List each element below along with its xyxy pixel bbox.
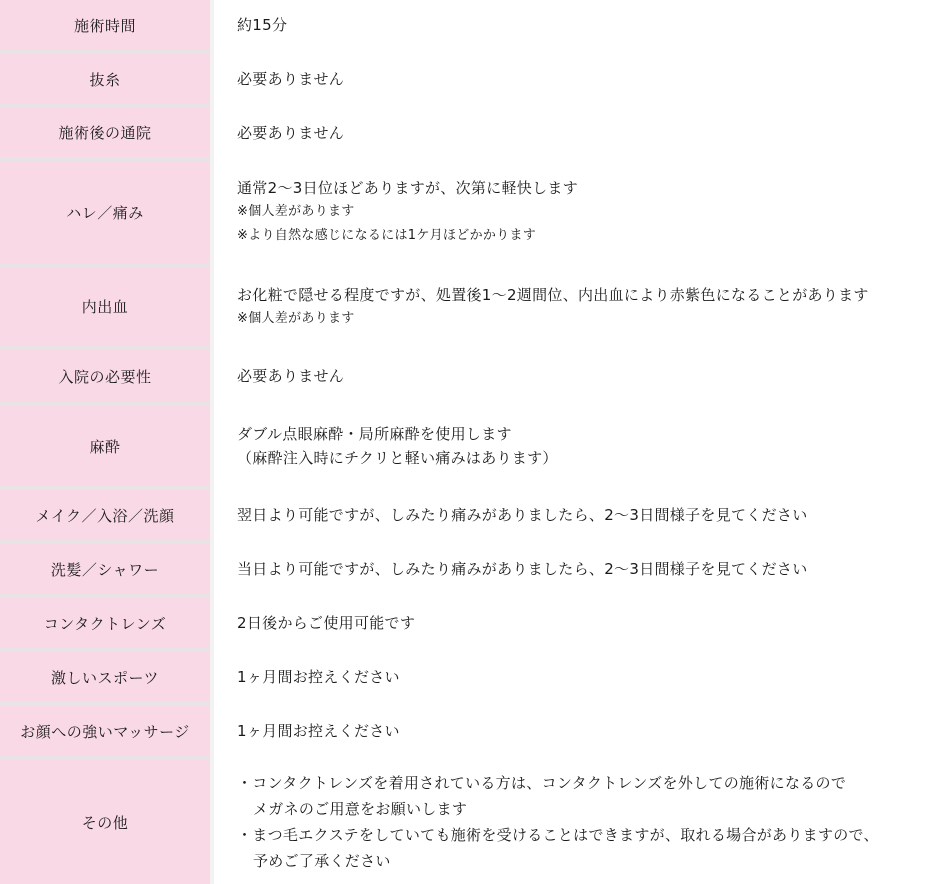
value-text: （麻酔注入時にチクリと軽い痛みはあります） [237,449,558,467]
row-label: 内出血 [0,267,210,346]
row-label: 抜糸 [0,54,210,104]
table-row [0,706,932,756]
table-row [0,406,932,486]
row-label: 入院の必要性 [0,350,210,402]
value-note: ※個人差があります [237,310,355,326]
value-text: 2日後からご使用可能です [237,614,416,632]
bullet-item: ・まつ毛エクステをしていても施術を受けることはできますが、取れる場合がありますので、 [237,826,879,844]
row-value [214,161,932,263]
table-row [0,760,932,884]
value-text: 当日より可能ですが、しみたり痛みがありましたら、2〜3日間様子を見てください [237,560,808,578]
row-value [214,598,932,648]
row-label: コンタクトレンズ [0,598,210,648]
row-value [214,490,932,540]
table-row [0,108,932,157]
row-label: お顔への強いマッサージ [0,706,210,756]
value-text: 必要ありません [237,70,345,88]
value-text: 必要ありません [237,367,345,385]
row-value [214,54,932,104]
row-value [214,706,932,756]
table-row [0,54,932,104]
row-value [214,267,932,346]
row-label: その他 [0,760,210,884]
row-label: ハレ／痛み [0,161,210,263]
value-text: 約15分 [237,16,288,34]
table-row [0,350,932,402]
table-row [0,598,932,648]
bullet-item-continuation: メガネのご用意をお願いします [253,800,468,818]
value-text: 翌日より可能ですが、しみたり痛みがありましたら、2〜3日間様子を見てください [237,506,808,524]
value-text: 1ヶ月間お控えください [237,668,400,686]
value-text: ダブル点眼麻酔・局所麻酔を使用します [237,425,512,443]
row-label: 施術後の通院 [0,108,210,157]
value-note: ※より自然な感じになるには1ケ月ほどかかります [237,228,537,243]
bullet-item-continuation: 予めご了承ください [253,852,391,870]
table-row [0,161,932,263]
table-row [0,0,932,50]
value-text: 通常2〜3日位ほどありますが、次第に軽快します [237,179,578,197]
row-value [214,652,932,702]
row-value [214,108,932,157]
row-label: 施術時間 [0,0,210,50]
row-label: 麻酔 [0,406,210,486]
row-value [214,350,932,402]
table-row [0,267,932,346]
value-text: お化粧で隠せる程度ですが、処置後1〜2週間位、内出血により赤紫色になることがあります [237,285,869,304]
value-text: 1ヶ月間お控えください [237,722,400,740]
row-label: 激しいスポーツ [0,652,210,702]
row-value [214,406,932,486]
table-row [0,490,932,540]
value-note: ※個人差があります [237,204,355,219]
table-row [0,544,932,594]
row-label: 洗髪／シャワー [0,544,210,594]
row-value [214,544,932,594]
bullet-item: ・コンタクトレンズを着用されている方は、コンタクトレンズを外しての施術になるので [237,774,847,792]
value-text: 必要ありません [237,123,345,142]
row-label: メイク／入浴／洗顔 [0,490,210,540]
table-row [0,652,932,702]
row-value [214,0,932,50]
row-value [214,760,932,884]
